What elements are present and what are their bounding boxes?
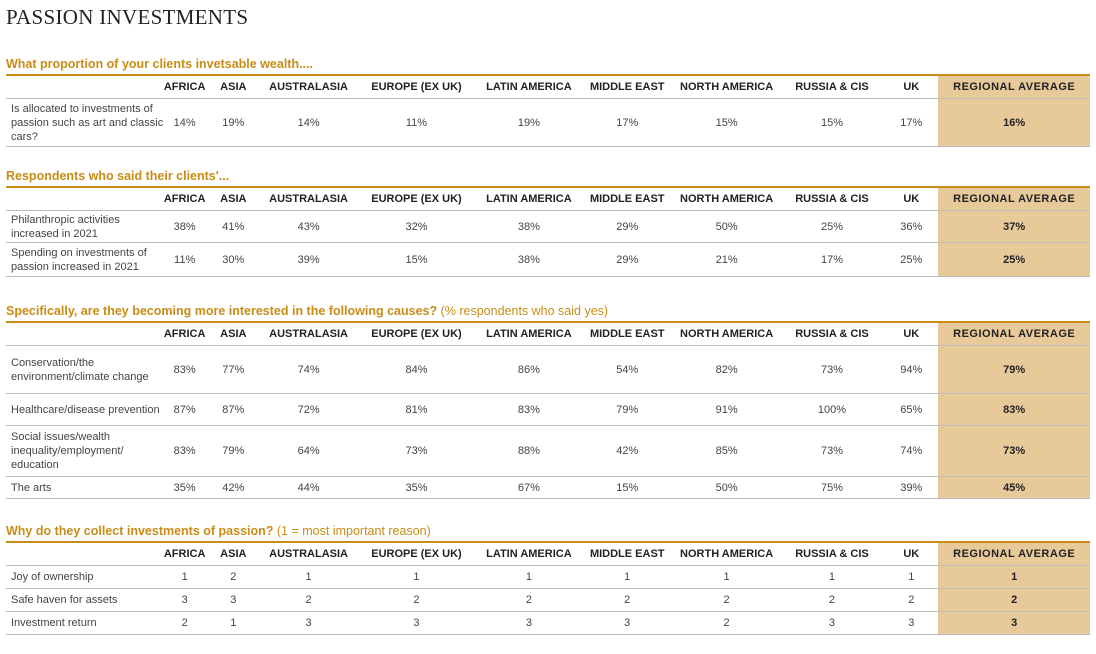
column-header: UK: [884, 75, 938, 99]
column-header: AUSTRALASIA: [261, 75, 356, 99]
column-header: ASIA: [206, 322, 261, 346]
column-header: MIDDLE EAST: [581, 187, 673, 211]
table-row: [6, 426, 1090, 477]
value-cell: 1: [581, 566, 673, 589]
value-cell: 79%: [206, 426, 261, 477]
value-cell: 2: [673, 612, 779, 635]
section-wealth-allocation: [6, 54, 1090, 147]
table-row: [6, 243, 1090, 277]
value-cell: 14%: [261, 99, 356, 147]
value-cell: 91%: [673, 394, 779, 426]
value-cell: 15%: [673, 99, 779, 147]
value-cell: 39%: [884, 477, 938, 499]
data-table: [6, 541, 1090, 635]
value-cell: 86%: [477, 346, 581, 394]
section-note: (1 = most important reason): [273, 524, 431, 538]
column-header: AUSTRALASIA: [261, 542, 356, 566]
value-cell: 15%: [780, 99, 884, 147]
value-cell: 79%: [581, 394, 673, 426]
section-interest-causes: [6, 301, 1090, 499]
column-header: AFRICA: [164, 542, 206, 566]
value-cell: 38%: [477, 211, 581, 243]
row-label: Spending on investments of passion increased in 2021: [6, 243, 164, 277]
value-cell: 64%: [261, 426, 356, 477]
column-header: ASIA: [206, 542, 261, 566]
table-row: [6, 346, 1090, 394]
value-cell: 73%: [356, 426, 476, 477]
value-cell: 1: [673, 566, 779, 589]
column-header: ASIA: [206, 187, 261, 211]
row-label: Safe haven for assets: [6, 589, 164, 612]
column-header: AFRICA: [164, 75, 206, 99]
value-cell: 14%: [164, 99, 206, 147]
value-cell: 87%: [164, 394, 206, 426]
value-cell: 3: [780, 612, 884, 635]
column-header: REGIONAL AVERAGE: [938, 75, 1090, 99]
value-cell: 32%: [356, 211, 476, 243]
value-cell: 81%: [356, 394, 476, 426]
column-header: MIDDLE EAST: [581, 542, 673, 566]
value-cell: 2: [356, 589, 476, 612]
value-cell: 44%: [261, 477, 356, 499]
column-header: AFRICA: [164, 322, 206, 346]
value-cell: 85%: [673, 426, 779, 477]
column-header: RUSSIA & CIS: [780, 322, 884, 346]
value-cell: 3: [261, 612, 356, 635]
data-table: [6, 321, 1090, 499]
section-title-text: Respondents who said their clients'...: [6, 169, 230, 183]
column-header: UK: [884, 322, 938, 346]
value-cell: 2: [261, 589, 356, 612]
regional-average-cell: 25%: [938, 243, 1090, 277]
value-cell: 1: [164, 566, 206, 589]
value-cell: 100%: [780, 394, 884, 426]
header-row: [6, 187, 1090, 211]
column-header: NORTH AMERICA: [673, 542, 779, 566]
section-collect-reasons: [6, 521, 1090, 635]
value-cell: 3: [581, 612, 673, 635]
value-cell: 41%: [206, 211, 261, 243]
value-cell: 75%: [780, 477, 884, 499]
value-cell: 38%: [164, 211, 206, 243]
value-cell: 17%: [884, 99, 938, 147]
column-header: AUSTRALASIA: [261, 322, 356, 346]
value-cell: 83%: [164, 346, 206, 394]
column-header: MIDDLE EAST: [581, 322, 673, 346]
value-cell: 82%: [673, 346, 779, 394]
column-header: ASIA: [206, 75, 261, 99]
value-cell: 11%: [356, 99, 476, 147]
regional-average-cell: 79%: [938, 346, 1090, 394]
section-title: [6, 166, 1090, 186]
column-header: EUROPE (EX UK): [356, 187, 476, 211]
section-title: [6, 301, 1090, 321]
row-label: The arts: [6, 477, 164, 499]
value-cell: 77%: [206, 346, 261, 394]
value-cell: 2: [206, 566, 261, 589]
value-cell: 1: [356, 566, 476, 589]
row-label: Social issues/wealth inequality/employment/ education: [6, 426, 164, 477]
value-cell: 29%: [581, 211, 673, 243]
column-header: LATIN AMERICA: [477, 542, 581, 566]
header-blank: [6, 75, 164, 99]
value-cell: 25%: [884, 243, 938, 277]
regional-average-cell: 73%: [938, 426, 1090, 477]
value-cell: 3: [356, 612, 476, 635]
column-header: NORTH AMERICA: [673, 75, 779, 99]
value-cell: 1: [477, 566, 581, 589]
value-cell: 1: [261, 566, 356, 589]
value-cell: 3: [206, 589, 261, 612]
value-cell: 54%: [581, 346, 673, 394]
header-blank: [6, 187, 164, 211]
value-cell: 21%: [673, 243, 779, 277]
header-blank: [6, 322, 164, 346]
row-label: Conservation/the environment/climate change: [6, 346, 164, 394]
column-header: RUSSIA & CIS: [780, 75, 884, 99]
value-cell: 72%: [261, 394, 356, 426]
value-cell: 2: [884, 589, 938, 612]
column-header: LATIN AMERICA: [477, 187, 581, 211]
value-cell: 94%: [884, 346, 938, 394]
regional-average-cell: 16%: [938, 99, 1090, 147]
regional-average-cell: 37%: [938, 211, 1090, 243]
value-cell: 2: [164, 612, 206, 635]
value-cell: 3: [164, 589, 206, 612]
value-cell: 1: [206, 612, 261, 635]
value-cell: 87%: [206, 394, 261, 426]
column-header: EUROPE (EX UK): [356, 75, 476, 99]
column-header: AFRICA: [164, 187, 206, 211]
value-cell: 73%: [780, 346, 884, 394]
value-cell: 2: [780, 589, 884, 612]
value-cell: 1: [780, 566, 884, 589]
page-title: PASSION INVESTMENTS: [6, 5, 249, 29]
value-cell: 74%: [261, 346, 356, 394]
row-label: Investment return: [6, 612, 164, 635]
table-row: [6, 394, 1090, 426]
data-table: [6, 74, 1090, 147]
column-header: REGIONAL AVERAGE: [938, 187, 1090, 211]
section-title: [6, 54, 1090, 74]
value-cell: 19%: [477, 99, 581, 147]
regional-average-cell: 45%: [938, 477, 1090, 499]
table-row: [6, 99, 1090, 147]
value-cell: 42%: [206, 477, 261, 499]
value-cell: 83%: [164, 426, 206, 477]
column-header: MIDDLE EAST: [581, 75, 673, 99]
value-cell: 2: [477, 589, 581, 612]
column-header: EUROPE (EX UK): [356, 322, 476, 346]
regional-average-cell: 83%: [938, 394, 1090, 426]
value-cell: 42%: [581, 426, 673, 477]
column-header: NORTH AMERICA: [673, 322, 779, 346]
value-cell: 11%: [164, 243, 206, 277]
value-cell: 43%: [261, 211, 356, 243]
table-row: [6, 589, 1090, 612]
column-header: RUSSIA & CIS: [780, 542, 884, 566]
value-cell: 17%: [780, 243, 884, 277]
header-row: [6, 542, 1090, 566]
value-cell: 83%: [477, 394, 581, 426]
value-cell: 35%: [164, 477, 206, 499]
value-cell: 84%: [356, 346, 476, 394]
header-row: [6, 75, 1090, 99]
row-label: Philanthropic activities increased in 2021: [6, 211, 164, 243]
data-table: [6, 186, 1090, 277]
table-row: [6, 477, 1090, 499]
column-header: LATIN AMERICA: [477, 322, 581, 346]
column-header: AUSTRALASIA: [261, 187, 356, 211]
table-row: [6, 612, 1090, 635]
column-header: LATIN AMERICA: [477, 75, 581, 99]
value-cell: 88%: [477, 426, 581, 477]
regional-average-cell: 2: [938, 589, 1090, 612]
column-header: RUSSIA & CIS: [780, 187, 884, 211]
value-cell: 39%: [261, 243, 356, 277]
section-note: (% respondents who said yes): [437, 304, 609, 318]
column-header: REGIONAL AVERAGE: [938, 322, 1090, 346]
regional-average-cell: 1: [938, 566, 1090, 589]
value-cell: 50%: [673, 211, 779, 243]
value-cell: 25%: [780, 211, 884, 243]
column-header: UK: [884, 187, 938, 211]
value-cell: 30%: [206, 243, 261, 277]
section-respondents-clients: [6, 166, 1090, 277]
section-title-text: Specifically, are they becoming more interested in the following causes?: [6, 304, 438, 318]
section-title-text: What proportion of your clients invetsable wealth....: [6, 57, 313, 71]
table-row: [6, 566, 1090, 589]
row-label: Healthcare/disease prevention: [6, 394, 164, 426]
value-cell: 73%: [780, 426, 884, 477]
column-header: NORTH AMERICA: [673, 187, 779, 211]
header-blank: [6, 542, 164, 566]
value-cell: 15%: [356, 243, 476, 277]
value-cell: 65%: [884, 394, 938, 426]
value-cell: 3: [477, 612, 581, 635]
value-cell: 2: [581, 589, 673, 612]
row-label: Is allocated to investments of passion such as art and classic cars?: [6, 99, 164, 147]
value-cell: 15%: [581, 477, 673, 499]
value-cell: 35%: [356, 477, 476, 499]
value-cell: 29%: [581, 243, 673, 277]
table-row: [6, 211, 1090, 243]
column-header: UK: [884, 542, 938, 566]
regional-average-cell: 3: [938, 612, 1090, 635]
value-cell: 1: [884, 566, 938, 589]
header-row: [6, 322, 1090, 346]
value-cell: 2: [673, 589, 779, 612]
value-cell: 74%: [884, 426, 938, 477]
section-title-text: Why do they collect investments of passion?: [6, 524, 274, 538]
value-cell: 36%: [884, 211, 938, 243]
column-header: REGIONAL AVERAGE: [938, 542, 1090, 566]
value-cell: 50%: [673, 477, 779, 499]
column-header: EUROPE (EX UK): [356, 542, 476, 566]
section-title: [6, 521, 1090, 541]
value-cell: 38%: [477, 243, 581, 277]
value-cell: 19%: [206, 99, 261, 147]
value-cell: 17%: [581, 99, 673, 147]
row-label: Joy of ownership: [6, 566, 164, 589]
value-cell: 67%: [477, 477, 581, 499]
value-cell: 3: [884, 612, 938, 635]
